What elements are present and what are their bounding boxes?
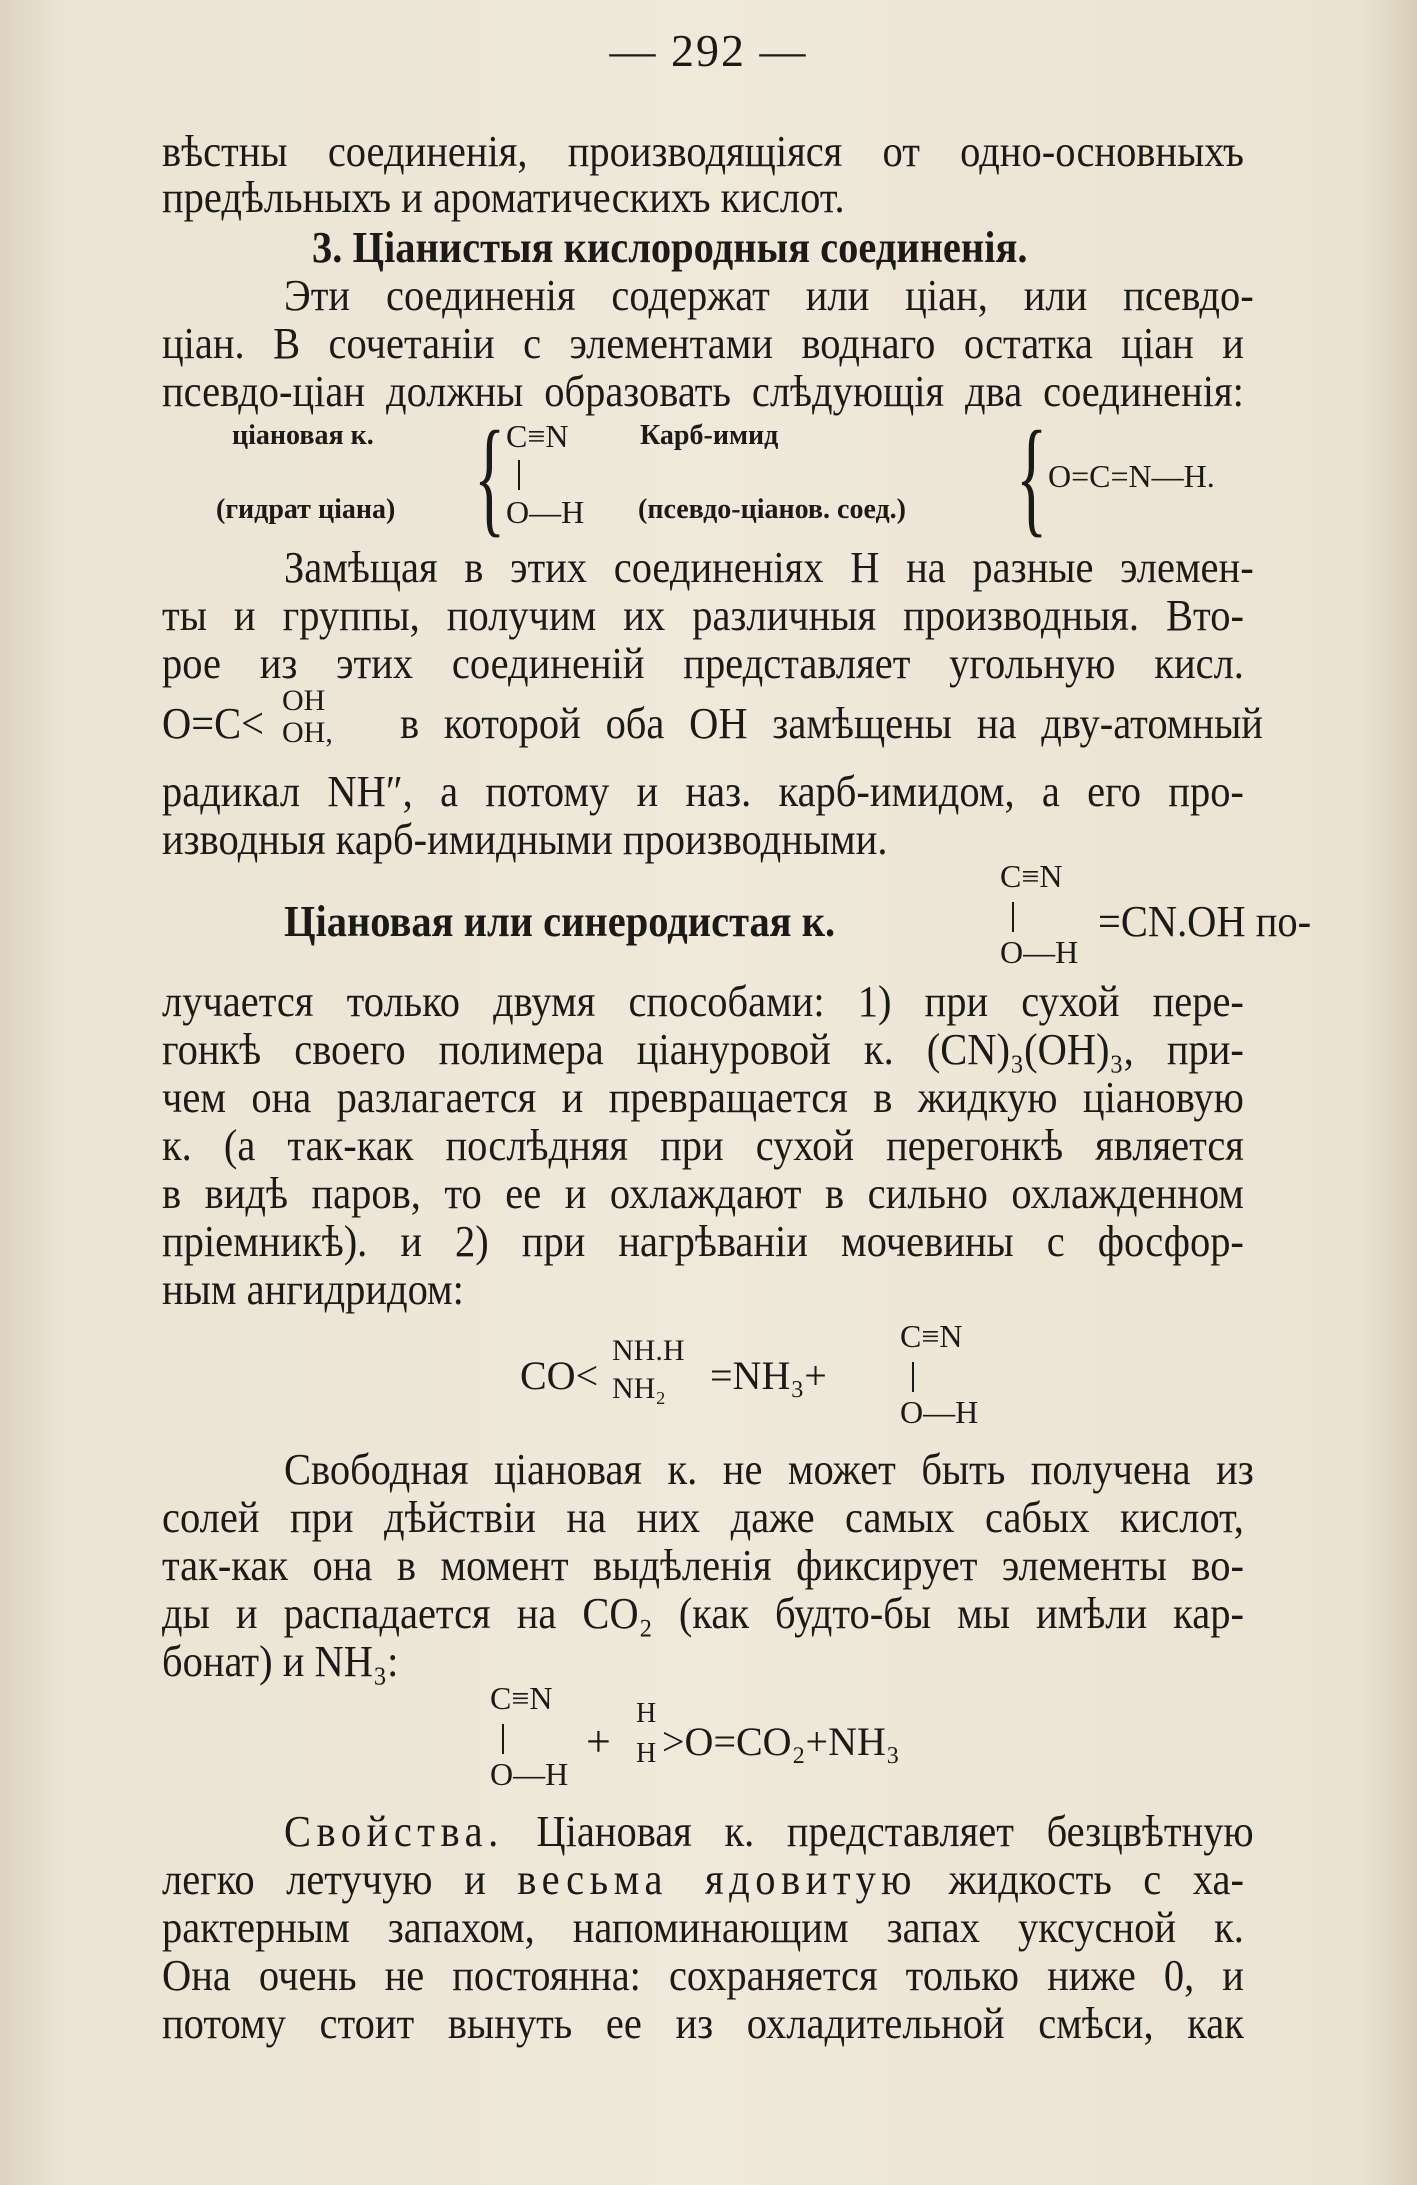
single-bond-line bbox=[502, 1724, 504, 1754]
structural-formula-bottom: O—H bbox=[1000, 934, 1079, 970]
formula-upper-group: OH bbox=[282, 684, 326, 717]
body-line: бонат) и NH₃: bbox=[162, 1638, 399, 1686]
single-bond-line bbox=[1012, 902, 1014, 932]
body-line: потому стоит вынуть ее из охладительной смѣси, как bbox=[162, 2000, 1244, 2048]
structural-formula-top: C≡N bbox=[506, 418, 569, 454]
body-line: псевдо-ціан должны образовать слѣдующія два соединенія: bbox=[162, 368, 1244, 416]
carbimide-formula: O=C=N—H. bbox=[1048, 458, 1215, 494]
single-bond-line bbox=[518, 460, 520, 490]
properties-text: Ціановая к. представляет безцвѣтную bbox=[536, 1808, 1254, 1856]
formula-label: Карб-имид bbox=[640, 420, 779, 451]
body-line: Свободная ціановая к. не может быть получена из bbox=[284, 1446, 1254, 1494]
body-line: пріемникѣ). и 2) при нагрѣваніи мочевины с фосфор- bbox=[162, 1218, 1244, 1266]
properties-emphasis: весьма ядовитую bbox=[517, 1856, 918, 1904]
formula-label: ціановая к. bbox=[232, 420, 374, 451]
section-heading: 3. Ціанистыя кислородныя соединенія. bbox=[312, 224, 1028, 272]
body-line: в видѣ паров, то ее и охлаждают в сильно охлажденном bbox=[162, 1170, 1244, 1218]
body-line: предѣльныхъ и ароматическихъ кислот. bbox=[162, 174, 845, 222]
body-line: изводныя карб-имидными производными. bbox=[162, 816, 888, 864]
properties-text: легко летучую и bbox=[162, 1856, 486, 1904]
formula-upper-group: H bbox=[636, 1698, 657, 1729]
body-line: ты и группы, получим их различныя производныя. Вто- bbox=[162, 592, 1244, 640]
formula-lower-group: NH₂ bbox=[612, 1372, 666, 1405]
body-line: так-как она в момент выдѣленія фиксирует элементы во- bbox=[162, 1542, 1244, 1590]
structural-formula-bottom: O—H bbox=[506, 494, 585, 530]
body-line: рактерным запахом, напоминающим запах уксусной к. bbox=[162, 1904, 1244, 1952]
body-line: лучается только двумя способами: 1) при сухой пере- bbox=[162, 978, 1244, 1026]
properties-text: жидкость с ха- bbox=[948, 1856, 1244, 1904]
single-bond-line bbox=[912, 1362, 914, 1392]
body-line: в которой оба OH замѣщены на дву-атомный bbox=[400, 700, 1263, 748]
plus-sign: + bbox=[586, 1717, 611, 1766]
body-line: Эти соединенія содержат или ціан, или псевдо- bbox=[284, 272, 1254, 320]
body-line: к. (а так-как послѣдняя при сухой перегонкѣ является bbox=[162, 1122, 1244, 1170]
body-line: вѣстны соединенія, производящіяся от одно-основныхъ bbox=[162, 128, 1244, 176]
body-line: чем она разлагается и превращается в жидкую ціановую bbox=[162, 1074, 1244, 1122]
structural-formula-bottom: O—H bbox=[900, 1394, 979, 1430]
formula-middle: =NH₃+ bbox=[710, 1353, 827, 1398]
formula-upper-group: NH.H bbox=[612, 1334, 685, 1367]
formula-label: (псевдо-ціанов. соед.) bbox=[638, 494, 907, 525]
body-line: Она очень не постоянна: сохраняется только ниже 0, и bbox=[162, 1952, 1244, 2000]
properties-line bbox=[162, 1856, 1244, 1904]
body-line: ным ангидридом: bbox=[162, 1266, 464, 1314]
formula-lower-group: H bbox=[636, 1738, 657, 1769]
formula-label: (гидрат ціана) bbox=[216, 494, 396, 525]
structural-formula-top: C≡N bbox=[490, 1680, 553, 1716]
formula-lead: O=C< bbox=[162, 699, 264, 748]
body-line: ды и распадается на CO₂ (как будто-бы мы имѣли кар- bbox=[162, 1590, 1244, 1638]
acid-heading-text: Ціановая или синеродистая к. bbox=[284, 897, 836, 946]
page-number: — 292 — bbox=[609, 25, 808, 76]
left-brace-glyph: { bbox=[474, 405, 506, 549]
properties-label: Свойства. bbox=[284, 1808, 504, 1856]
body-line: солей при дѣйствіи на них даже самых сабых кислот, bbox=[162, 1494, 1244, 1542]
body-line: Замѣщая в этих соединеніях H на разные элемен- bbox=[284, 544, 1254, 592]
body-line: радикал NH″, а потому и наз. карб-имидом, а его про- bbox=[162, 768, 1244, 816]
body-line: гонкѣ своего полимера ціануровой к. (CN)₃(OH)₃, при- bbox=[162, 1026, 1244, 1074]
formula-lower-group: OH, bbox=[282, 716, 333, 749]
formula-lead: CO< bbox=[520, 1353, 599, 1398]
acid-heading-formula: =CN.OH по- bbox=[1098, 897, 1312, 946]
body-line: рое из этих соединеній представляет угольную кисл. bbox=[162, 640, 1244, 688]
structural-formula-bottom: O—H bbox=[490, 1756, 569, 1792]
body-line: ціан. В сочетаніи с элементами воднаго остатка ціан и bbox=[162, 320, 1244, 368]
structural-formula-top: C≡N bbox=[900, 1318, 963, 1354]
formula-rest: >O=CO₂+NH₃ bbox=[662, 1719, 900, 1764]
properties-line bbox=[284, 1808, 1254, 1856]
left-brace-glyph: { bbox=[1016, 405, 1048, 549]
structural-formula-top: C≡N bbox=[1000, 858, 1063, 894]
